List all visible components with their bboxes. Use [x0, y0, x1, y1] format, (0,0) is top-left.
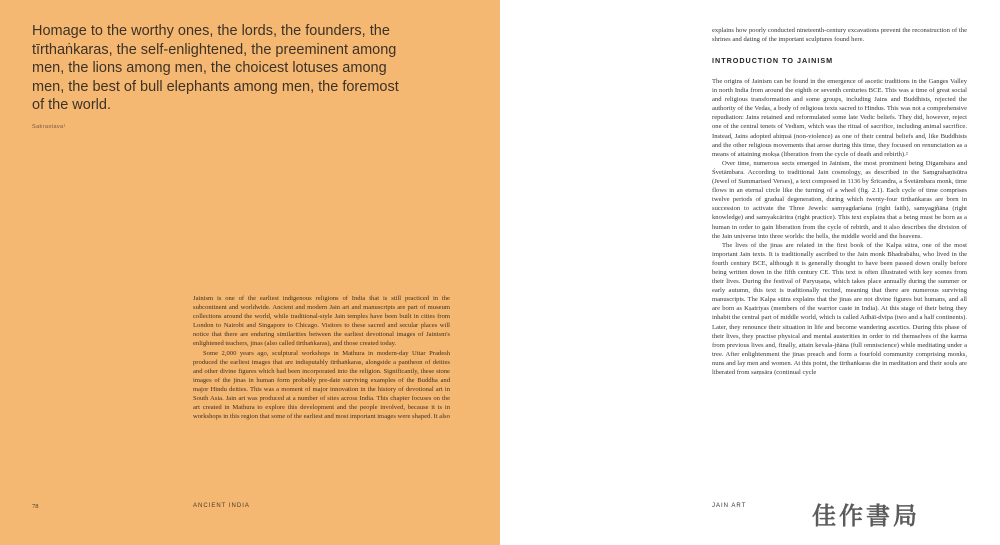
section-heading: INTRODUCTION TO JAINISM [712, 56, 834, 65]
running-footer-right: JAIN ART [712, 503, 747, 509]
epigraph-quote: Homage to the worthy ones, the lords, the founders, the tīrthaṅkaras, the self-enlightened, the preeminent among men, the lions among men, the choicest lotuses among men, the best of bull elephants among men, the foremost of the world. [32, 23, 399, 113]
right-body-text [712, 77, 967, 377]
running-footer-left: ANCIENT INDIA [193, 503, 250, 509]
watermark-logo: 佳作書局 [812, 502, 920, 530]
body-paragraph: The lives of the jinas are related in the first book of the Kalpa sūtra, one of the most important Jain texts. It is traditionally ascribed to the Jain monk Bhadrabāhu, who lived in the fourth century BCE, although it is generally thought to have been passed down orally before being written down in the fifth century CE. This text is often illustrated with key scenes from their lives. During the festival of Paryuṣaṇa, which takes place annually during the summer or early autumn, this text is traditionally recited, meaning that there are numerous surviving manuscripts. The Kalpa sūtra explains that the jinas are not divine figures but humans, and all are born as Kṣatriyas (members of the warrior caste in India). At this stage of their being they inhabit the central part of middle world, which is called Adhāī-dvīpa (two and a half continents). Later, they renounce their situation in life and become wandering ascetics. During this phase of their lives, they practise physical and mental austerities in order to rid themselves of the karma from previous lives and, finally, attain kevala-jñāna (full omniscience) while meditating under a tree. After enlightenment the jinas preach and form a fourfold community comprising monks, nuns and lay men and women. At this point, the tīrthaṅkaras die in meditation and their souls are liberated from saṃsāra (continual cycle [712, 241, 967, 376]
page-number: 78 [32, 503, 39, 510]
body-paragraph: Jainism is one of the earliest indigenous religions of India that is still practiced in the subcontinent and worldwide. Ancient and modern Jain art and manuscripts are part of museum collections around the world, while traditional-style Jain temples have been built in cities from London to Nairobi and Singapore to Chicago. Visitors to these sacred and secular places will notice that there are enduring similarities between the earliest devotional images of Jainism's enlightened teachers, jinas (also called tīrthaṅkaras), and those created today. [193, 295, 450, 348]
left-body-text [193, 294, 450, 421]
continued-paragraph: explains how poorly conducted nineteenth-century excavations prevent the reconstruction of the shrines and dating of the important sculptures found here. [712, 27, 967, 44]
epigraph-source: Sakrastava¹ [32, 124, 66, 130]
body-paragraph: Over time, numerous sects emerged in Jainism, the most prominent being Digambara and Śvetāmbara. According to traditional Jain cosmology, as described in the Saṃgrahaṇīsūtra (Jewel of Summarised Verses), a text composed in 1136 by Śrīcandra, a Śvetāmbara monk, time flows in an eternal circle like the turning of a wheel (fig. 2.1). Each cycle of time comprises twelve periods of gradual degeneration, during which twenty-four tīrthaṅkaras are born in succession to activate the Three Jewels: samyagdarśana (right faith), samyagjñāna (right knowledge) and samyakcāritra (right practice). This text explains that a being must be born as a human in order to gain liberation from the cycle of rebirth, and it also describes the division of the Jain universe into three worlds: the hells, the middle world and the heavens. [712, 159, 967, 240]
body-paragraph: The origins of Jainism can be found in the emergence of ascetic traditions in the Ganges Valley in north India from around the eighth or seventh centuries BCE. This was a time of great social and religious transformation and some groups, including Jains and Buddhists, rejected the authority of the Vedas, a body of religious texts sacred to Hindus. This was not a comprehensive repudiation: Jains retained and reformulated some late Vedic beliefs. They did, however, reject one of the central tenets of Vedism, which was the ritual of sacrifice, including animal sacrifice. Instead, Jains adopted ahiṃsā (non-violence) as one of their central beliefs and, like Buddhists and the other religious movements that arose during this time, they focused on renunciation as a means of attaining mokṣa (liberation from the cycle of death and rebirth).² [712, 78, 967, 158]
body-paragraph: Some 2,000 years ago, sculptural workshops in Mathura in modern-day Uttar Pradesh produced the earliest images that are indisputably tīrthaṅkaras, alongside a pantheon of deities and other divine figures which had been incorporated into the religion. Significantly, these stone images of the jinas in human form probably pre-date surviving examples of the Buddha and major Hindu deities. This was a moment of major innovation in the history of devotional art in South Asia. Jain art was produced at a number of sites across India. This chapter focuses on the art created in Mathura to explore this development and the people involved, because it is in workshops in this region that some of the earliest and most important images were shaped. It also [193, 349, 450, 421]
right-page [500, 0, 1000, 545]
